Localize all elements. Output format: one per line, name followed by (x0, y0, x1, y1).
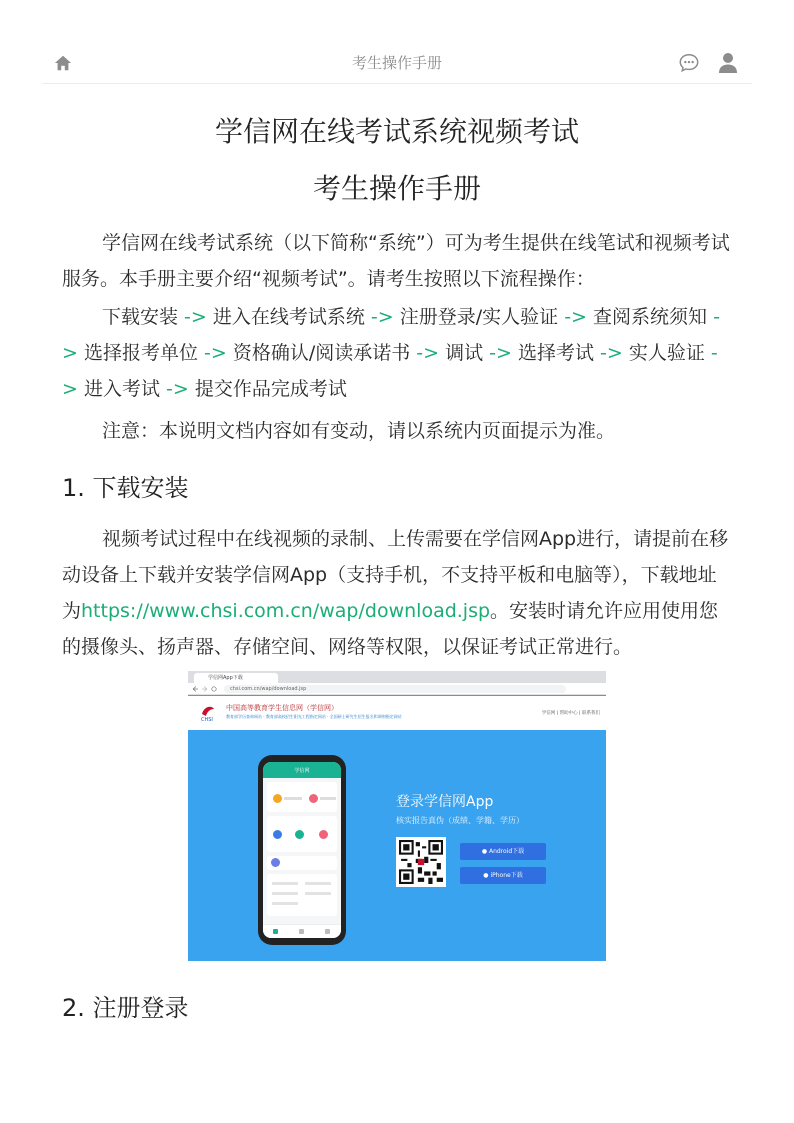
iphone-download-label: iPhone下载 (490, 872, 523, 879)
phone-dot (271, 858, 280, 867)
flow-step: 下载安装 (102, 306, 179, 328)
document-body (62, 112, 732, 1025)
flow-arrow: -> (62, 342, 718, 400)
browser-nav-icons (192, 686, 218, 692)
iphone-download-button[interactable] (460, 867, 546, 884)
phone-tabbar (263, 924, 341, 938)
browser-tab-title: 学信网App下载 (208, 675, 243, 681)
download-text-after: 。安装时请允许应用使用您的摄像头、扬声器、存储空间、网络等权限，以保证考试正常进行。 (62, 600, 719, 658)
android-download-button[interactable] (460, 843, 546, 860)
intro-paragraph: 学信网在线考试系统（以下简称“系统”）可为考生提供在线笔试和视频考试服务。本手册主要介绍“视频考试”。请考生按照以下流程操作： (62, 232, 730, 290)
phone-dot (273, 830, 282, 839)
site-header (188, 696, 606, 730)
flow-arrow: -> (364, 306, 400, 328)
section-heading-download: 1. 下载安装 (62, 474, 189, 502)
qr-code-icon (399, 840, 443, 884)
phone-card (267, 856, 337, 870)
flow-arrow: -> (62, 306, 720, 364)
site-brand: 中国高等教育学生信息网（学信网） (226, 704, 338, 712)
app-download-screenshot (188, 671, 606, 961)
download-link[interactable]: https://www.chsi.com.cn/wap/download.jsp (81, 600, 491, 622)
doc-title-line1: 学信网在线考试系统视频考试 (214, 115, 579, 148)
site-nav: 学信网 | 帮助中心 | 联系我们 (541, 711, 600, 716)
browser-url: chsi.com.cn/wap/download.jsp (224, 685, 566, 693)
browser-tabbar (188, 671, 606, 683)
section-heading-register: 2. 注册登录 (62, 994, 189, 1022)
browser-urlbar (188, 683, 606, 695)
flow-arrow: -> (159, 378, 195, 400)
download-paragraph (62, 521, 732, 665)
flow-step: 实人验证 (628, 342, 705, 364)
flow-arrow: -> (410, 342, 446, 364)
flow-step: 选择考试 (517, 342, 594, 364)
browser-tab (194, 673, 278, 683)
chsi-logo-icon (198, 704, 222, 722)
qr-code (396, 837, 446, 887)
android-download-label: Android下载 (488, 848, 525, 855)
flow-arrow: -> (483, 342, 518, 364)
top-bar (42, 40, 752, 84)
user-icon[interactable] (718, 52, 738, 74)
phone-screen (263, 762, 341, 938)
phone-dot (319, 830, 328, 839)
flow-step: 资格确认/阅读承诺书 (232, 342, 411, 364)
apple-icon: ● (483, 872, 491, 879)
flow-arrow: -> (197, 342, 233, 364)
flow-step: 调试 (445, 342, 484, 364)
flow-step: 选择报考单位 (83, 342, 198, 364)
android-icon: ● (481, 848, 489, 855)
note-paragraph: 注意：本说明文档内容如有变动，请以系统内页面提示为准。 (102, 420, 616, 442)
site-subtitle: 教育部学历查询网站 · 教育部高校招生阳光工程指定网站 · 全国硕士研究生招生报名和调剂指定网站 (226, 714, 402, 719)
phone-card (267, 874, 337, 916)
banner-subline: 核实报告真伪（成绩、学籍、学历） (396, 816, 524, 825)
flow-step: 提交作品完成考试 (194, 378, 347, 400)
topbar-title: 考生操作手册 (351, 54, 442, 72)
flow-arrow: -> (178, 306, 213, 328)
chat-icon[interactable] (678, 52, 700, 74)
flow-arrow: -> (594, 342, 629, 364)
download-text-before: 视频考试过程中在线视频的录制、上传需要在学信网App进行，请提前在移动设备上下载并安装学信网App（支持手机，不支持平板和电脑等），下载地址为 (62, 528, 729, 622)
banner-headline: 登录学信网App (396, 794, 494, 810)
flow-step: 进入在线考试系统 (212, 306, 365, 328)
flow-arrow: -> (558, 306, 594, 328)
doc-title-line2: 考生操作手册 (312, 172, 481, 205)
flow-step: 注册登录/实人验证 (399, 306, 559, 328)
phone-dot (309, 794, 318, 803)
phone-dot (273, 794, 282, 803)
phone-dot (295, 830, 304, 839)
phone-card (267, 782, 337, 812)
phone-screen-header: 学信网 (263, 762, 341, 778)
logo-text: CHSI (201, 717, 213, 722)
flow-step: 进入考试 (83, 378, 160, 400)
phone-card (267, 816, 337, 852)
flow-paragraph (62, 299, 732, 407)
flow-step: 查阅系统须知 (593, 306, 708, 328)
phone-mockup (258, 755, 346, 945)
